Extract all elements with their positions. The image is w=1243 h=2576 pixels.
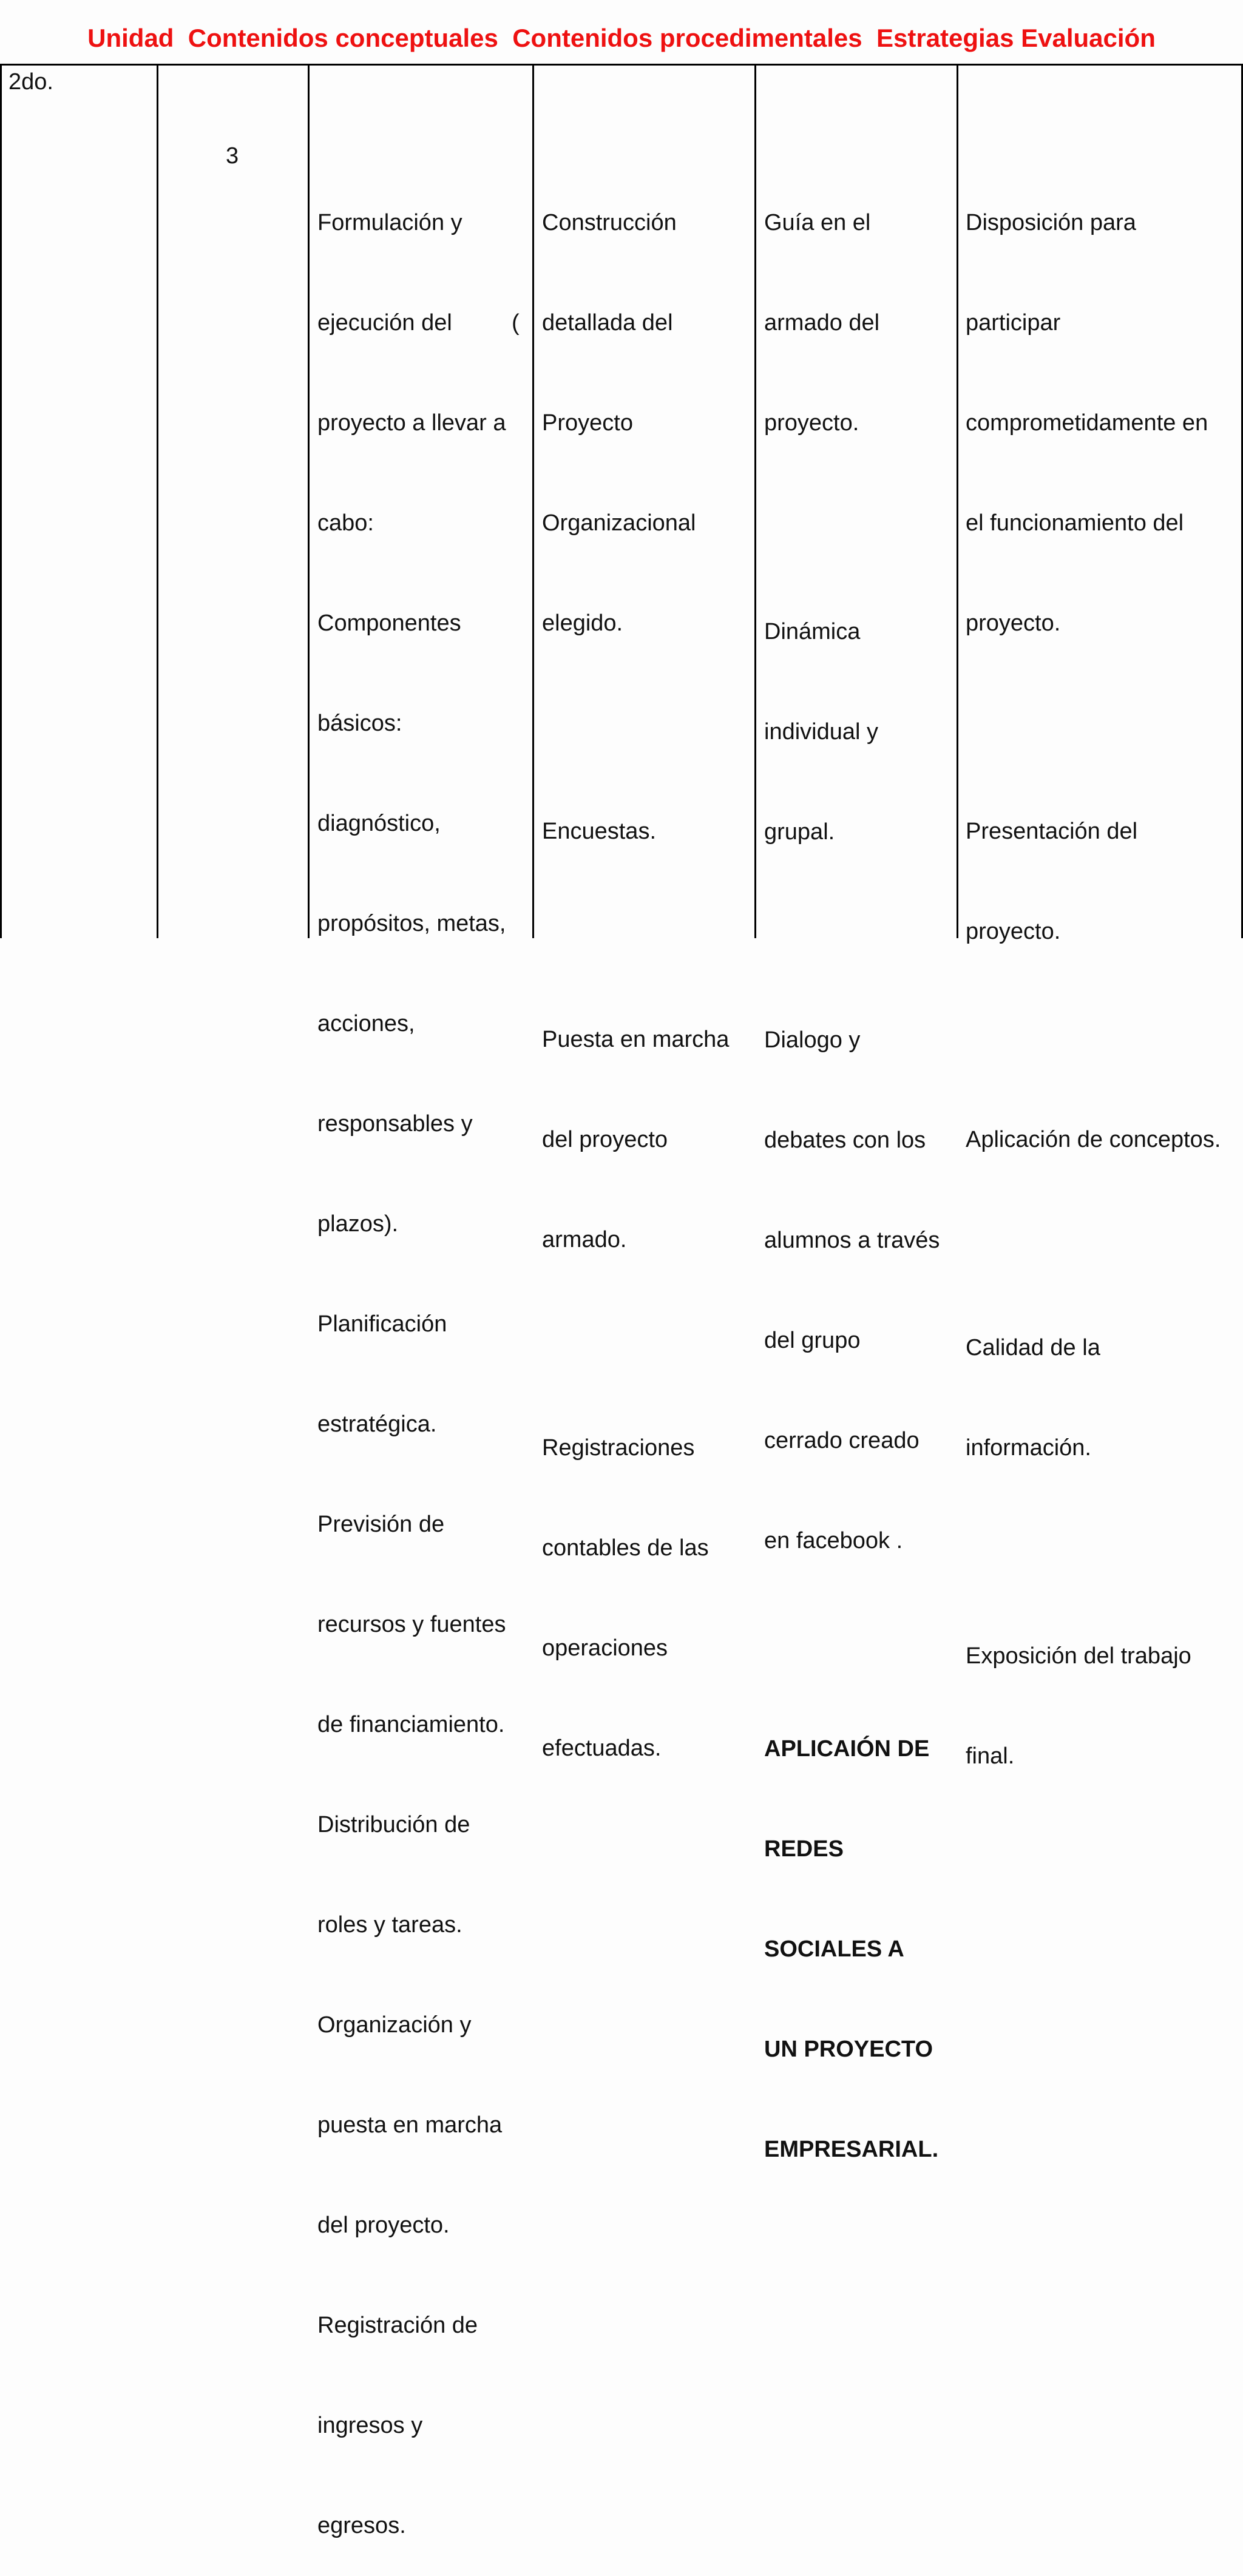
open-parenthesis: ( — [512, 310, 520, 336]
table-left-border — [0, 64, 2, 938]
unidad-cell: 2do. — [8, 69, 53, 95]
evaluation-cell: Disposición para participar comprometidamente en el funcionamiento del proyecto. Presentación del proyecto. Aplicación de conceptos. Calidad de la información. Exposición del trabajo final. — [966, 210, 1221, 1769]
table-header-titles: Unidad Contenidos conceptuales Contenidos procedimentales Estrategias Evaluación — [87, 24, 1156, 52]
strategies-cell: Guía en el armado del proyecto. Dinámica individual y grupal. Dialogo y debates con los alumnos a través del grupo cerrado creado en facebook . APLICAIÓN DE REDES SOCIALES A UN PROYECTO EMPRESARIAL. — [764, 210, 940, 2162]
column-divider — [308, 64, 310, 938]
procedural-content-cell: Construcción detallada del Proyecto Organizacional elegido. Encuestas. Puesta en marcha del proyecto armado. Registraciones contables de las operaciones efectuadas. — [542, 210, 730, 1761]
column-divider — [957, 64, 958, 938]
column-divider — [532, 64, 534, 938]
column-divider — [754, 64, 756, 938]
table-top-border — [0, 64, 1243, 66]
conceptual-content-cell: Formulación y ejecución del proyecto a llevar a cabo: Componentes básicos: diagnóstico, propósitos, metas, acciones, responsables y plazos). Planificación estratégica. Previsión de recursos y fuentes de financiamiento. Distribución de roles y tareas. Organización y puesta en marcha del proyecto. Registración de ingresos y egresos. — [317, 210, 506, 2538]
column-divider — [157, 64, 158, 938]
number-cell: 3 — [226, 143, 239, 169]
